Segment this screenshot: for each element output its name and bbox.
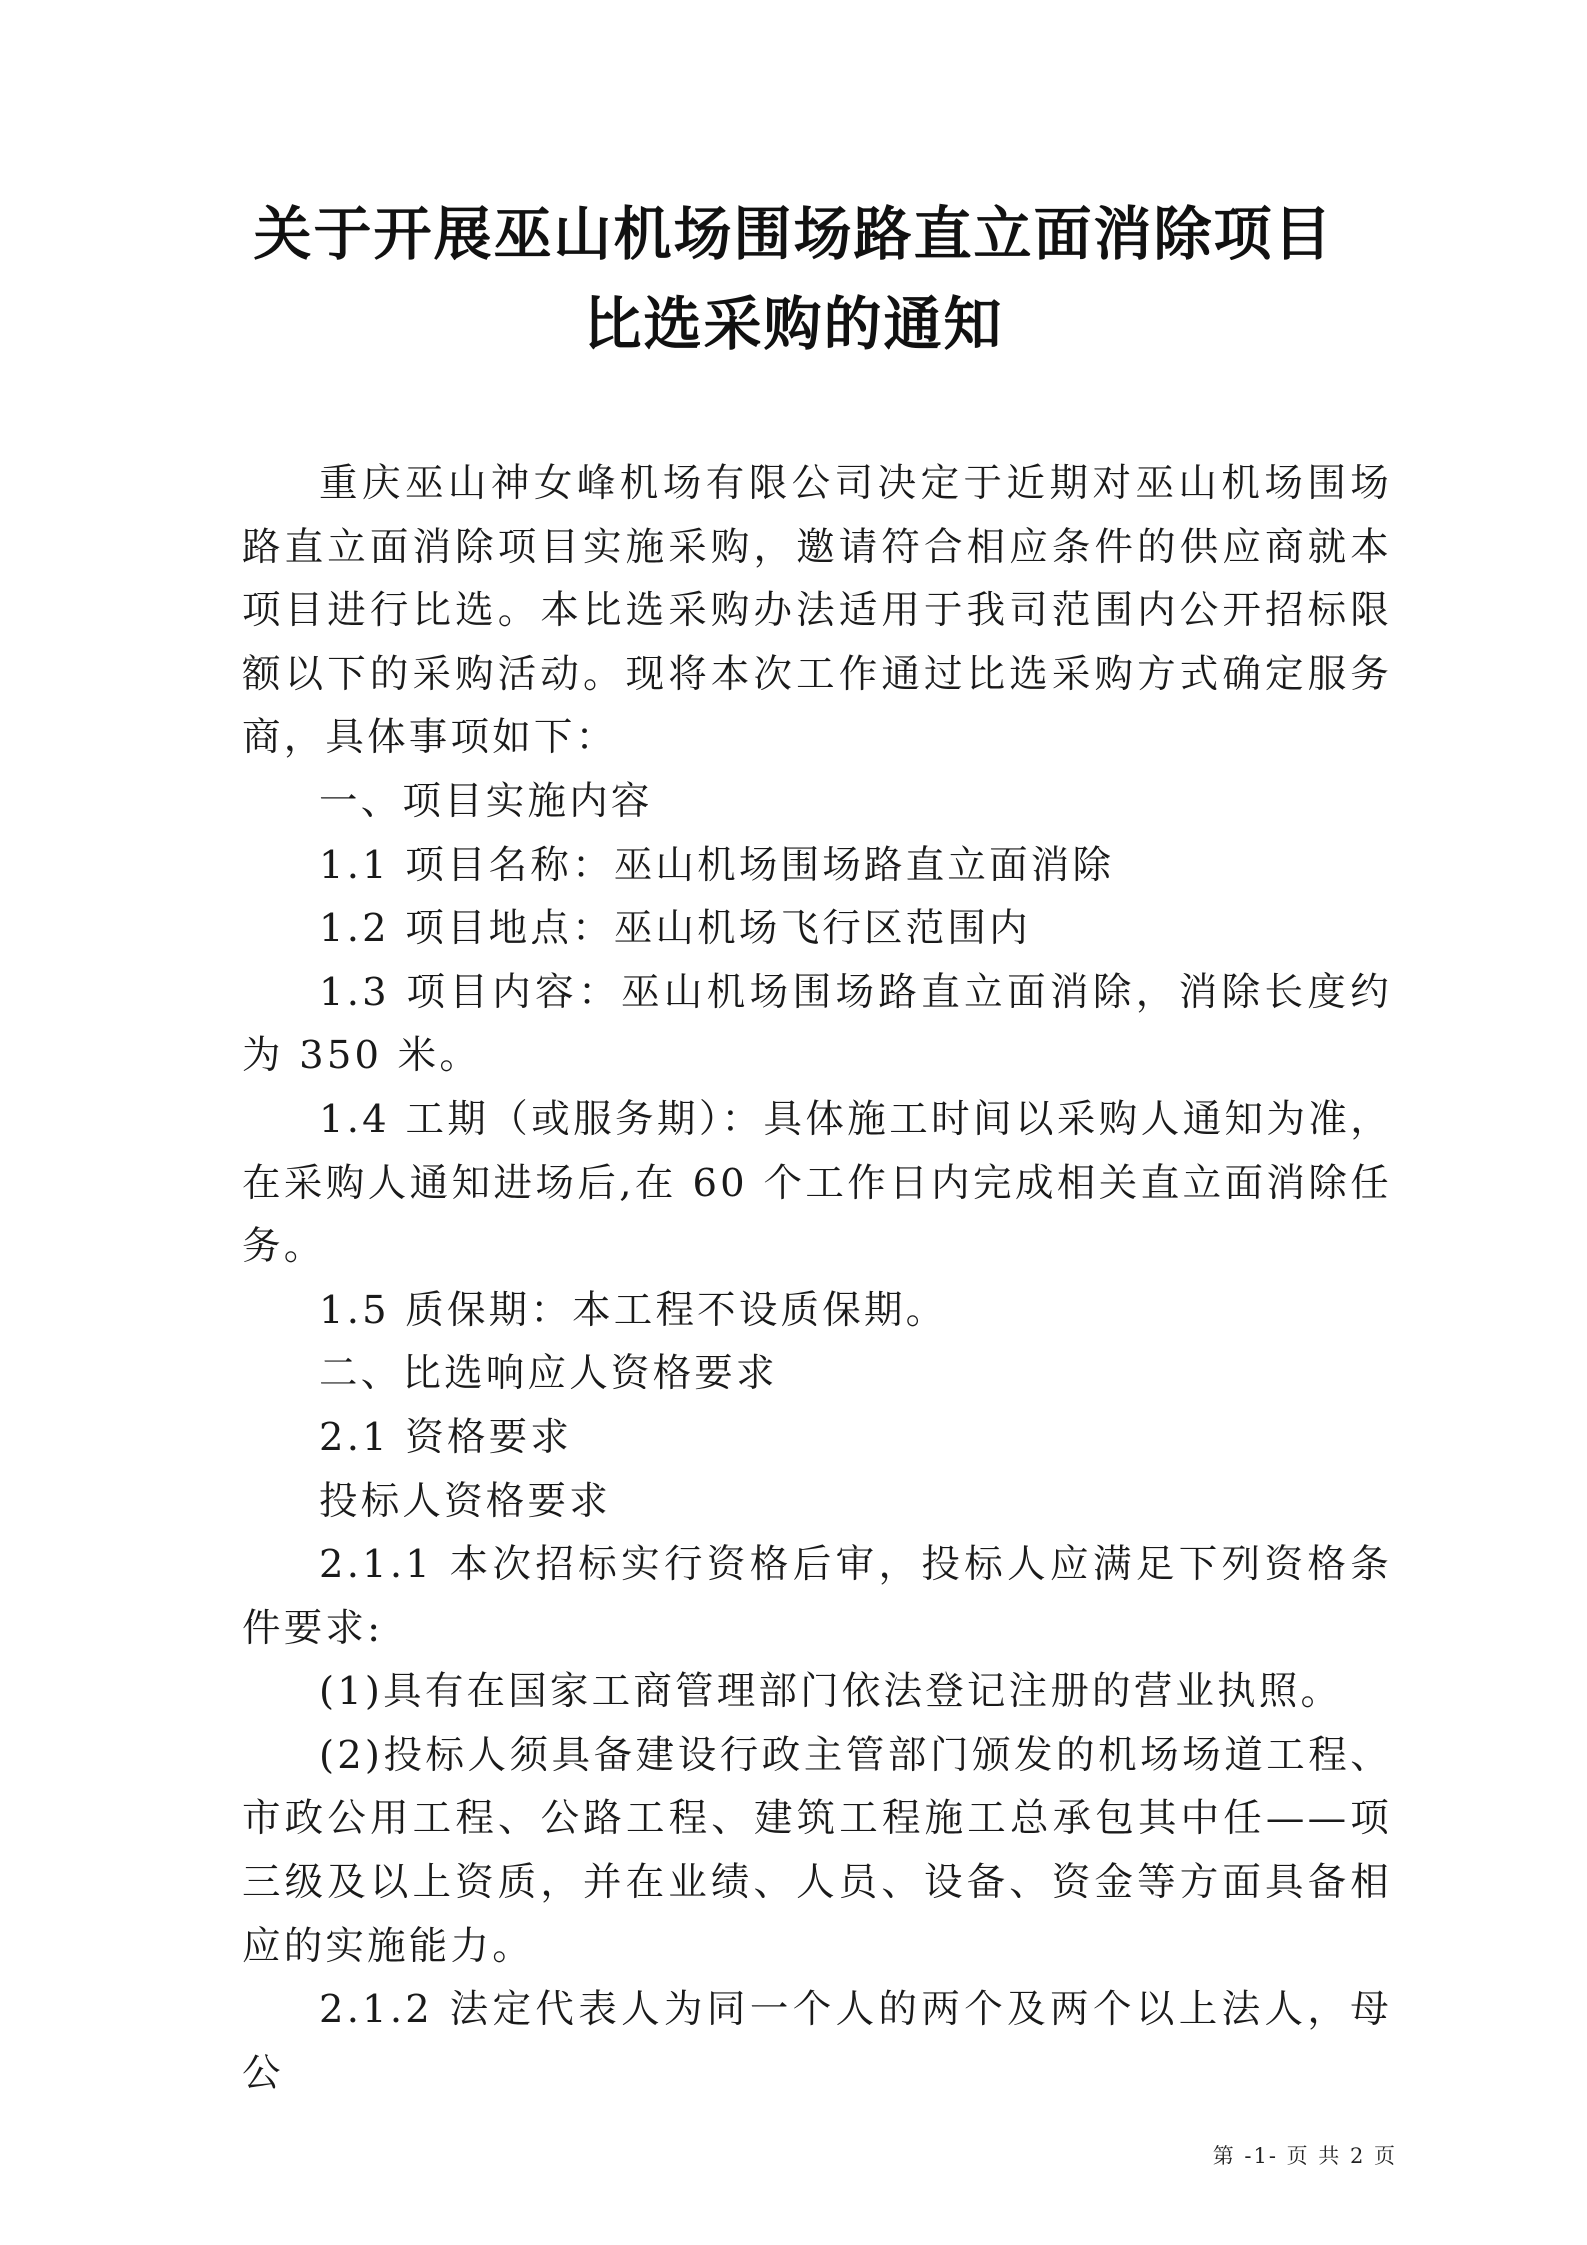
item-2-1-2: 2.1.2 法定代表人为同一个人的两个及两个以上法人，母公 bbox=[242, 1987, 1392, 2096]
section-heading-2: 二、比选响应人资格要求 bbox=[319, 1351, 778, 1397]
item-1-3: 1.3 项目内容：巫山机场围场路直立面消除，消除长度约为 350 米。 bbox=[242, 969, 1392, 1079]
intro-paragraph: 重庆巫山神女峰机场有限公司决定于近期对巫山机场围场路直立面消除项目实施采购，邀请符合相应条件的供应商就本项目进行比选。本比选采购办法适用于我司范围内公开招标限额以下的采购活动。现将本次工作通过比选采购方式确定服务商，具体事项如下： bbox=[242, 461, 1392, 761]
document-title-line-2: 比选采购的通知 bbox=[583, 290, 1004, 358]
item-1-2: 1.2 项目地点：巫山机场飞行区范围内 bbox=[319, 906, 1031, 952]
requirement-2: (2)投标人须具备建设行政主管部门颁发的机场场道工程、市政公用工程、公路工程、建筑工程施工总承包其中任——项三级及以上资质，并在业绩、人员、设备、资金等方面具备相应的实施能力。 bbox=[242, 1732, 1392, 1969]
item-1-1: 1.1 项目名称：巫山机场围场路直立面消除 bbox=[319, 842, 1115, 888]
item-1-5: 1.5 质保期：本工程不设质保期。 bbox=[319, 1287, 948, 1333]
section-heading-1: 一、项目实施内容 bbox=[319, 778, 653, 824]
document-title-line-1: 关于开展巫山机场围场路直立面消除项目 bbox=[253, 200, 1334, 268]
item-2-1-1: 2.1.1 本次招标实行资格后审，投标人应满足下列资格条件要求: bbox=[242, 1542, 1392, 1651]
page-number-footer: 第 -1- 页 共 2 页 bbox=[1212, 2144, 1397, 2168]
item-2-1: 2.1 资格要求 bbox=[319, 1414, 573, 1460]
subheading-bidder-qualification: 投标人资格要求 bbox=[319, 1478, 611, 1524]
document-body bbox=[242, 452, 1392, 2105]
item-1-4: 1.4 工期（或服务期）：具体施工时间以采购人通知为准，在采购人通知进场后,在 60 个工作日内完成相关直立面消除任务。 bbox=[242, 1096, 1392, 1270]
requirement-1: (1)具有在国家工商管理部门依法登记注册的营业执照。 bbox=[319, 1669, 1343, 1715]
